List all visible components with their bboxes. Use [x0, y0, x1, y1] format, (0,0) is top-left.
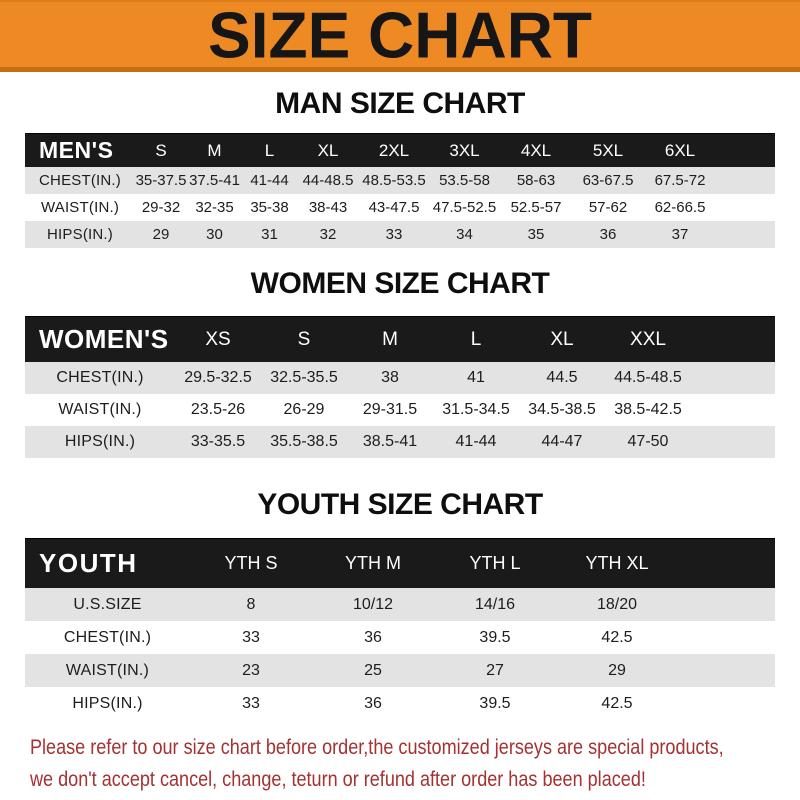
- size-cell: 57-62: [588, 199, 628, 216]
- size-cell: 41: [467, 369, 485, 386]
- size-cell: 37.5-41: [189, 172, 240, 189]
- size-cell: 47.5-52.5: [432, 199, 497, 216]
- size-cell: 39.5: [479, 694, 511, 712]
- size-cell: 53.5-58: [439, 172, 490, 189]
- table-row: [25, 426, 775, 458]
- column-header-xs: XS: [205, 328, 231, 350]
- row-label: CHEST(IN.): [39, 172, 121, 189]
- column-header-m: M: [207, 140, 222, 160]
- column-header-xxl: XXL: [630, 328, 666, 350]
- size-cell: 31.5-34.5: [442, 401, 510, 418]
- table-row: [25, 588, 775, 621]
- row-label: WAIST(IN.): [40, 199, 120, 216]
- men-section-heading: MAN SIZE CHART: [275, 87, 525, 120]
- size-cell: 41-44: [455, 433, 497, 450]
- row-label: HIPS(IN.): [72, 694, 143, 712]
- youth-section-heading: YOUTH SIZE CHART: [257, 488, 543, 521]
- size-cell: 52.5-57: [510, 199, 562, 216]
- size-cell: 47-50: [627, 433, 669, 450]
- table-row: [25, 221, 775, 248]
- size-cell: 35.5-38.5: [270, 433, 338, 450]
- size-cell: 44.5-48.5: [614, 369, 682, 386]
- row-label: HIPS(IN.): [64, 433, 136, 450]
- women-size-table: [25, 317, 775, 458]
- youth-table-header-label: YOUTH: [39, 548, 138, 578]
- size-cell: 33: [242, 628, 260, 646]
- size-cell: 48.5-53.5: [362, 172, 426, 189]
- size-chart-banner: [0, 0, 800, 72]
- size-cell: 41-44: [250, 172, 289, 189]
- size-cell: 35: [527, 226, 545, 243]
- table-row: [25, 167, 775, 194]
- size-cell: 38.5-41: [362, 433, 418, 450]
- table-row: [25, 394, 775, 426]
- column-header-l: L: [264, 140, 275, 160]
- men-table-header-label: MEN'S: [39, 137, 114, 163]
- size-cell: 27: [486, 661, 504, 679]
- size-cell: 32-35: [195, 199, 234, 216]
- column-header-4xl: 4XL: [520, 140, 552, 160]
- size-cell: 35-37.5: [135, 172, 187, 189]
- size-cell: 34: [456, 226, 473, 243]
- men-size-chart-section: [0, 87, 800, 248]
- size-cell: 38.5-42.5: [614, 401, 682, 418]
- size-cell: 67.5-72: [654, 172, 706, 189]
- size-cell: 33: [242, 694, 260, 712]
- youth-size-chart-section: [0, 488, 800, 720]
- column-header-l: L: [470, 328, 482, 350]
- men-table-body: [25, 167, 775, 248]
- size-cell: 14/16: [474, 595, 516, 613]
- size-cell: 62-66.5: [654, 199, 706, 216]
- size-cell: 42.5: [601, 628, 633, 646]
- row-label: CHEST(IN.): [63, 628, 152, 646]
- size-cell: 23: [242, 661, 260, 679]
- men-size-table: [25, 134, 775, 248]
- column-header-xl: XL: [550, 328, 574, 350]
- youth-table-body: [25, 588, 775, 720]
- size-cell: 31: [261, 226, 278, 243]
- size-cell: 42.5: [601, 694, 633, 712]
- size-cell: 38-43: [308, 199, 348, 216]
- size-cell: 32: [319, 226, 337, 243]
- size-cell: 33: [385, 226, 403, 243]
- size-cell: 37: [671, 226, 689, 243]
- column-header-m: M: [382, 328, 398, 350]
- size-cell: 63-67.5: [582, 172, 634, 189]
- size-cell: 29: [152, 226, 170, 243]
- column-header-yth-xl: YTH XL: [585, 553, 649, 573]
- banner-title: SIZE CHART: [208, 0, 592, 72]
- row-label: WAIST(IN.): [65, 661, 150, 679]
- column-header-s: S: [155, 140, 167, 160]
- size-cell: 44-48.5: [302, 172, 354, 189]
- size-cell: 39.5: [479, 628, 511, 646]
- size-cell: 25: [364, 661, 382, 679]
- table-row: [25, 194, 775, 221]
- column-header-5xl: 5XL: [592, 140, 624, 160]
- table-row: [25, 687, 775, 720]
- size-cell: 18/20: [596, 595, 638, 613]
- column-header-yth-m: YTH M: [345, 553, 401, 573]
- size-cell: 58-63: [516, 172, 556, 189]
- size-cell: 36: [599, 226, 617, 243]
- size-cell: 10/12: [352, 595, 394, 613]
- size-cell: 29-32: [141, 199, 181, 216]
- size-cell: 26-29: [283, 401, 325, 418]
- men-table-header-row: [25, 134, 775, 167]
- size-cell: 36: [364, 628, 382, 646]
- size-cell: 33-35.5: [190, 433, 246, 450]
- size-cell: 23.5-26: [190, 401, 246, 418]
- footer-line-2: we don't accept cancel, change, teturn or refund after order has been placed!: [30, 768, 646, 791]
- footer-line-1: Please refer to our size chart before order,the customized jerseys are special products,: [30, 736, 724, 759]
- column-header-yth-l: YTH L: [469, 553, 521, 573]
- women-table-header-row: [25, 317, 775, 362]
- size-cell: 30: [206, 226, 223, 243]
- size-cell: 44.5: [546, 369, 578, 386]
- women-section-heading: WOMEN SIZE CHART: [250, 267, 550, 300]
- size-cell: 29: [608, 661, 626, 679]
- table-row: [25, 654, 775, 687]
- column-header-2xl: 2XL: [378, 140, 410, 160]
- size-cell: 34.5-38.5: [528, 401, 596, 418]
- women-table-body: [25, 362, 775, 458]
- size-cell: 35-38: [250, 199, 289, 216]
- row-label: U.S.SIZE: [73, 595, 142, 613]
- column-header-6xl: 6XL: [664, 140, 696, 160]
- size-cell: 29-31.5: [362, 401, 418, 418]
- column-header-3xl: 3XL: [449, 140, 480, 160]
- column-header-yth-s: YTH S: [224, 553, 278, 573]
- size-cell: 38: [381, 369, 399, 386]
- youth-table-header-row: [25, 539, 775, 588]
- size-cell: 44-47: [541, 433, 583, 450]
- table-row: [25, 362, 775, 394]
- size-cell: 36: [364, 694, 382, 712]
- women-table-header-label: WOMEN'S: [39, 324, 169, 354]
- footer-note: [30, 732, 800, 796]
- row-label: CHEST(IN.): [56, 369, 144, 386]
- row-label: WAIST(IN.): [58, 401, 142, 418]
- column-header-s: S: [297, 328, 311, 350]
- table-row: [25, 621, 775, 654]
- women-size-chart-section: [0, 267, 800, 458]
- size-cell: 8: [246, 595, 256, 613]
- youth-size-table: [25, 539, 775, 720]
- size-cell: 43-47.5: [368, 199, 420, 216]
- size-cell: 32.5-35.5: [270, 369, 338, 386]
- column-header-xl: XL: [317, 140, 339, 160]
- row-label: HIPS(IN.): [47, 226, 113, 243]
- size-cell: 29.5-32.5: [184, 369, 252, 386]
